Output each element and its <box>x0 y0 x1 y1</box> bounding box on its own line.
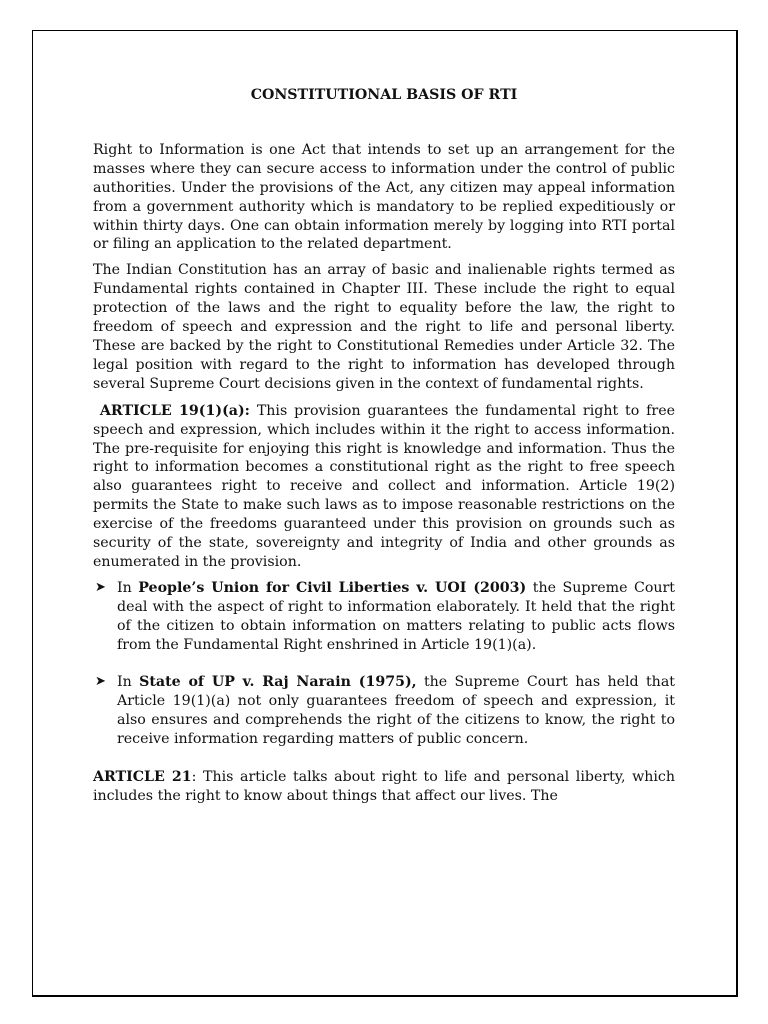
case-text: the Supreme Court deal with the aspect of right to information elaborately. It held that the right of the citizen to obtain information on matters relating to public acts flows from the Fundamental Right enshrined in Article 19(1)(a). <box>117 579 675 653</box>
list-item <box>93 579 675 655</box>
case-name: State of UP v. Raj Narain (1975), <box>139 674 417 691</box>
list-item <box>93 673 675 749</box>
case-text: the Supreme Court has held that Article 19(1)(a) not only guarantees freedom of speech and expression, it also ensures and comprehends the right of the citizens to know, the right to receive information regarding matters of public concern. <box>117 674 675 748</box>
case-list <box>93 579 675 749</box>
case-prefix: In <box>117 674 140 691</box>
paragraph-article-21 <box>93 768 675 806</box>
paragraph-intro: Right to Information is one Act that intends to set up an arrangement for the masses where they can secure access to information under the control of public authorities. Under the provisions of the Act, any citizen may appeal information from a government authority which is mandatory to be replied expeditiously or within thirty days. One can obtain information merely by logging into RTI portal or filing an application to the related department. <box>93 141 675 253</box>
case-name: People’s Union for Civil Liberties v. UOI (2003) <box>138 579 527 596</box>
case-prefix: In <box>117 579 139 596</box>
paragraph-fundamental-rights: The Indian Constitution has an array of basic and inalienable rights termed as Fundamental rights contained in Chapter III. These include the right to equal protection of the laws and the right to equality before the law, the right to freedom of speech and expression and the right to life and personal liberty. These are backed by the right to Constitutional Remedies under Article 32. The legal position with regard to the right to information has developed through several Supreme Court decisions given in the context of fundamental rights. <box>93 262 675 392</box>
arrow-bullet-icon: ➤ <box>95 579 106 595</box>
paragraph-article-19 <box>93 402 675 572</box>
document-title: CONSTITUTIONAL BASIS OF RTI <box>250 87 518 103</box>
article-19-heading: ARTICLE 19(1)(a): <box>99 402 250 419</box>
document-body <box>93 86 675 813</box>
article-19-text: This provision guarantees the fundamental right to free speech and expression, which includes within it the right to access information. The pre-requisite for enjoying this right is knowledge and information. Thus the right to information becomes a constitutional right as the right to free speech also guarantees right to receive and collect and information. Article 19(2) permits the State to make such laws as to impose reasonable restrictions on the exercise of the freedoms guaranteed under this provision on grounds such as security of the state, sovereignty and integrity of India and other grounds as enumerated in the provision. <box>93 402 676 570</box>
article-21-heading: ARTICLE 21 <box>93 769 192 786</box>
article-21-text: : This article talks about right to life and personal liberty, which includes the right to know about things that affect our lives. The <box>93 769 675 804</box>
arrow-bullet-icon: ➤ <box>95 674 106 690</box>
